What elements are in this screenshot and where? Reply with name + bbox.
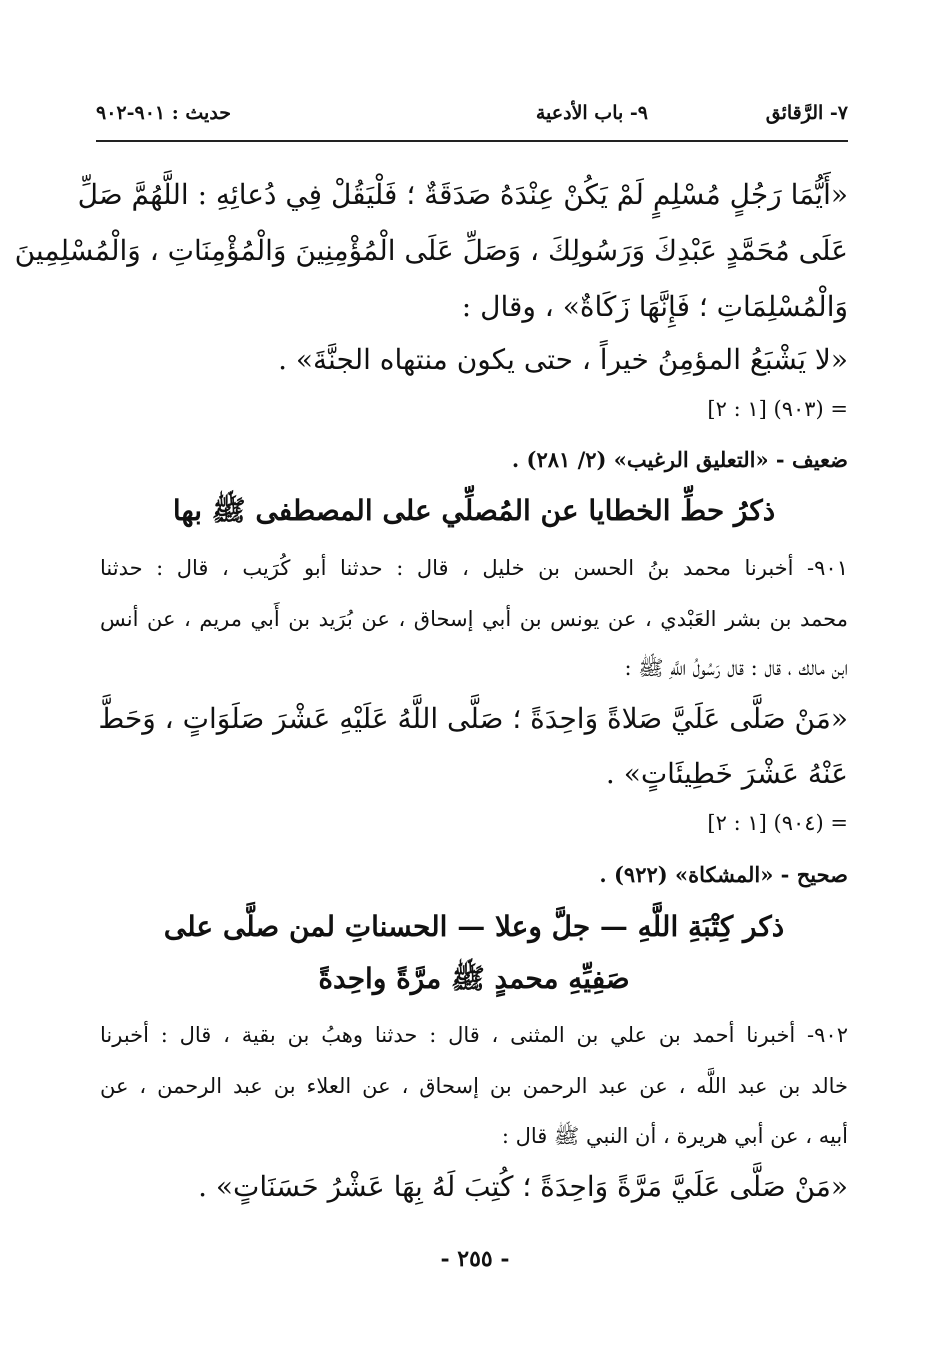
quote-line: عَلَى مُحَمَّدٍ عَبْدِكَ وَرَسُولِكَ ، وَصَلِّ عَلَى الْمُؤْمِنِينَ وَالْمُؤْمِنَاتِ ، وَالْمُسْلِمِينَ xyxy=(14,234,848,267)
isnad-line: ٩٠٢- أخبرنا أحمد بن علي بن المثنى ، قال : حدثنا وهبُ بن بقية ، قال : أخبرنا xyxy=(100,1023,848,1047)
quote-line: «مَنْ صَلَّى عَلَيَّ صَلاةً وَاحِدَةً ؛ صَلَّى اللَّهُ عَلَيْهِ عَشْرَ صَلَوَاتٍ ، وَحَطَّ xyxy=(98,702,848,735)
header-rule xyxy=(96,140,848,142)
grading-line: ضعيف - «التعليق الرغيب» (٢/ ٢٨١) . xyxy=(511,447,848,472)
quote-line: «أَيُّمَا رَجُلٍ مُسْلِمٍ لَمْ يَكُنْ عِنْدَهُ صَدَقَةٌ ؛ فَلْيَقُلْ فِي دُعائِهِ : اللَّهُمَّ صَلِّ xyxy=(77,178,848,211)
quote-line: «مَنْ صَلَّى عَلَيَّ مَرَّةً وَاحِدَةً ؛ كُتِبَ لَهُ بِهَا عَشْرُ حَسَنَاتٍ» . xyxy=(198,1170,848,1203)
grading-line: صحيح - «المشكاة» (٩٢٢) . xyxy=(599,862,848,887)
reference-marker: = (٩٠٤) [١ : ٢] xyxy=(707,811,848,835)
hadith-range: حديث : ٩٠١-٩٠٢ xyxy=(96,102,232,124)
chapter-heading: ذكر كِتْبَةِ اللَّهِ — جلَّ وعلا — الحسناتِ لمن صلَّى على xyxy=(163,910,785,943)
chapter-heading: ذكرُ حطِّ الخطايا عن المُصلِّي على المصطفى ﷺ بها xyxy=(172,494,776,527)
chapter-heading: صَفِيِّهِ محمدٍ ﷺ مرَّةً واحِدةً xyxy=(318,962,630,995)
running-header xyxy=(96,96,848,136)
isnad-line: خالد بن عبد اللَّه ، عن عبد الرحمن بن إسحاق ، عن العلاء بن عبد الرحمن ، عن xyxy=(100,1074,848,1098)
isnad-line: ٩٠١- أخبرنا محمد بنُ الحسن بن خليل ، قال : حدثنا أبو كُرَيب ، قال : حدثنا xyxy=(100,556,848,580)
chapter-title: ٧- الرَّقائق xyxy=(765,102,848,124)
isnad-line: ابن مالك ، قال : قال رَسُولُ اللَّهِ ﷺ : xyxy=(624,656,848,680)
section-title: ٩- باب الأدعية xyxy=(535,102,648,124)
reference-marker: = (٩٠٣) [١ : ٢] xyxy=(707,397,848,421)
quote-line: وَالْمُسْلِمَاتِ ؛ فَإِنَّهَا زَكَاةٌ» ، وقال : xyxy=(461,290,848,323)
isnad-line: أبيه ، عن أبي هريرة ، أن النبي ﷺ قال : xyxy=(501,1124,848,1148)
quote-line: عَنْهُ عَشْرَ خَطِيئَاتٍ» . xyxy=(605,757,848,790)
page-number: - ٢٥٥ - xyxy=(440,1246,510,1272)
isnad-line: محمد بن بشر العَبْدي ، عن يونس بن أبي إسحاق ، عن بُرَيد بن أَبي مريم ، عن أنس xyxy=(100,607,848,631)
quote-line: «لا يَشْبَعُ المؤمِنُ خيراً ، حتى يكون منتهاه الجنَّةَ» . xyxy=(278,343,848,376)
